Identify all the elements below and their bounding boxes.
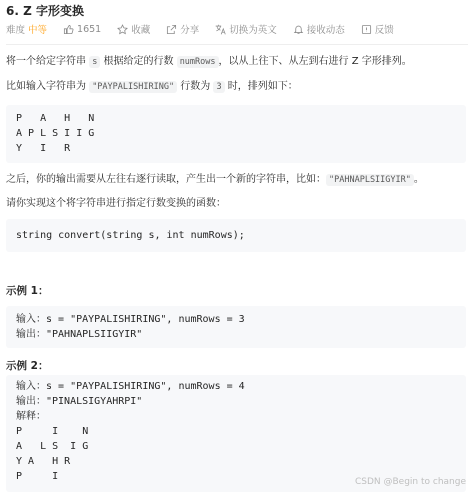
inline-code: 3 [213,81,224,93]
problem-meta-bar [6,22,410,36]
watermark: CSDN @Begin to change [354,477,466,487]
text: ，以从上往下、从左到右进行 Z 字形排列。 [218,56,412,67]
example-input [16,312,456,327]
share-label: 分享 [180,25,200,36]
favorite-button[interactable] [117,22,150,36]
input-value: s = "PAYPALISHIRING", numRows = 4 [46,381,245,392]
text: 将一个给定字符串 [6,56,86,67]
example-output [16,394,456,409]
text: 时，排列如下： [227,81,298,92]
example-input [16,379,456,394]
description-paragraph-4: 请你实现这个将字符串进行指定行数变换的函数： [6,198,226,209]
text: 根据给定的行数 [103,56,174,67]
thumbs-up-icon [63,24,74,35]
translate-label: 切换为英文 [229,25,277,36]
inline-code: numRows [177,56,219,68]
feedback-button[interactable] [361,22,394,36]
zigzag-row: Y A H R [16,456,71,467]
zigzag-example-block [6,105,466,163]
example-2-heading: 示例 2： [6,360,49,372]
bell-icon [293,24,304,35]
function-signature-block [6,219,466,252]
description-paragraph-3 [6,173,424,187]
notify-button[interactable] [293,22,345,36]
share-icon [166,24,177,35]
difficulty-label: 难度 [6,25,26,36]
zigzag-row: P A H N [16,113,95,124]
zigzag-row: A L S I G [16,441,89,452]
like-count: 1651 [77,23,102,35]
text: 。 [413,174,424,185]
translate-button[interactable] [215,22,277,36]
text: 行数为 [180,81,211,92]
zigzag-row: P I [16,471,59,482]
text: 比如输入字符串为 [6,81,86,92]
example-1-block [6,306,466,348]
explanation-label: 解释： [16,411,46,422]
translate-icon [215,24,226,35]
output-label: 输出： [16,329,46,340]
feedback-icon [361,24,372,35]
zigzag-row: A P L S I I G [16,128,95,139]
example-output [16,327,456,342]
example-1-heading: 示例 1： [6,285,49,297]
output-label: 输出： [16,396,46,407]
inline-code: "PAHNAPLSIIGYIR" [326,174,414,186]
input-value: s = "PAYPALISHIRING", numRows = 3 [46,314,245,325]
meta-divider [6,44,468,45]
output-value: "PINALSIGYAHRPI" [46,396,143,407]
notify-label: 接收动态 [306,25,345,36]
like-button[interactable] [63,24,101,35]
problem-title: 6. Z 字形变换 [6,4,84,18]
input-label: 输入： [16,381,46,392]
feedback-label: 反馈 [374,25,394,36]
description-paragraph-2 [6,80,298,94]
difficulty-value: 中等 [28,25,48,36]
share-button[interactable] [166,22,199,36]
difficulty [6,22,47,36]
example-2-block [6,375,466,492]
favorite-label: 收藏 [131,25,151,36]
input-label: 输入： [16,314,46,325]
zigzag-row: Y I R [16,143,71,154]
output-value: "PAHNAPLSIIGYIR" [46,329,143,340]
zigzag-row: P I N [16,426,89,437]
inline-code: s [89,56,100,68]
inline-code: "PAYPALISHIRING" [89,81,177,93]
star-icon [117,24,128,35]
description-paragraph-1 [6,55,412,69]
function-signature: string convert(string s, int numRows); [16,230,245,241]
text: 之后，你的输出需要从左往右逐行读取，产生出一个新的字符串，比如： [6,174,326,185]
